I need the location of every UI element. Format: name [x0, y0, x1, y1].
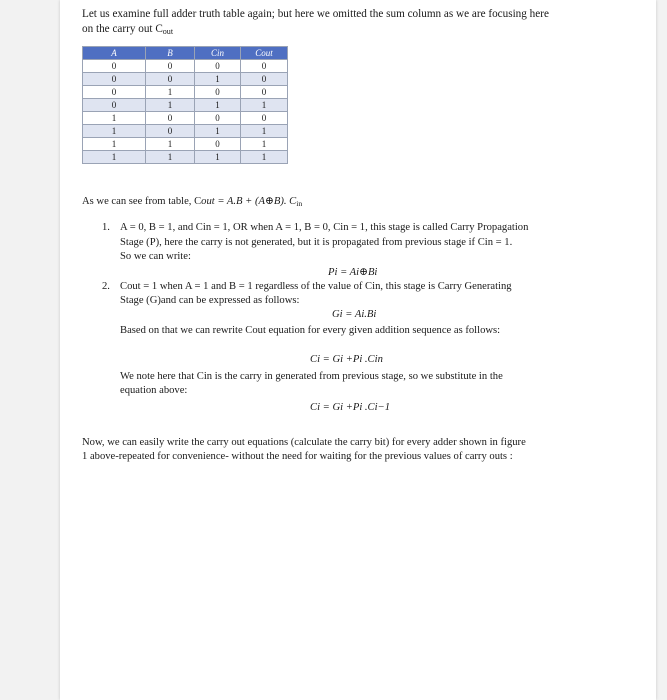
cell: 1 [146, 86, 195, 99]
cell: 0 [146, 60, 195, 73]
item-1-number: 1. [102, 222, 110, 233]
item-2-number: 2. [102, 281, 110, 292]
document-page [60, 0, 656, 700]
header-cout: Cout [241, 47, 288, 60]
header-a: A [83, 47, 146, 60]
header-b: B [146, 47, 195, 60]
intro-line-2: on the carry out C [82, 23, 163, 35]
table-row [83, 60, 288, 73]
cell: 0 [241, 60, 288, 73]
cell: 1 [146, 99, 195, 112]
table-row [83, 151, 288, 164]
cell: 0 [241, 73, 288, 86]
equation-carry-1: Ci = Gi +Pi .Cin [310, 354, 383, 365]
table-row [83, 125, 288, 138]
cell: 0 [241, 112, 288, 125]
cell: 1 [83, 138, 146, 151]
cell: 0 [195, 138, 241, 151]
cell: 1 [83, 125, 146, 138]
note-line-1: We note here that Cin is the carry in generated from previous stage, so we substitute in the [120, 371, 503, 382]
item-1-line-1: A = 0, B = 1, and Cin = 1, OR when A = 1, B = 0, Cin = 1, this stage is called Carry Propagation [120, 222, 529, 233]
cout-formula: out = A.B + (A⊕B). C [201, 196, 297, 207]
table-note [82, 195, 302, 209]
table-row [83, 86, 288, 99]
cell: 1 [146, 151, 195, 164]
final-line-2: 1 above-repeated for convenience- without the need for waiting for the previous values of carry outs : [82, 451, 513, 462]
cell: 0 [195, 86, 241, 99]
rewrite-text: Based on that we can rewrite Cout equation for every given addition sequence as follows: [120, 325, 501, 336]
cell: 1 [195, 99, 241, 112]
truth-table [82, 46, 288, 164]
truth-table-header [83, 47, 288, 60]
cell: 0 [241, 86, 288, 99]
table-row [83, 112, 288, 125]
cell: 1 [241, 151, 288, 164]
cell: 0 [195, 112, 241, 125]
cell: 0 [146, 73, 195, 86]
cell: 1 [195, 125, 241, 138]
cell: 1 [195, 151, 241, 164]
cell: 1 [83, 112, 146, 125]
equation-carry-2: Ci = Gi +Pi .Ci−1 [310, 402, 391, 413]
cell: 0 [83, 99, 146, 112]
cout-formula-tail: in [296, 198, 303, 208]
item-1-line-3: So we can write: [120, 251, 191, 262]
cell: 1 [195, 73, 241, 86]
equation-propagate: Pi = Ai⊕Bi [328, 267, 378, 278]
final-line-1: Now, we can easily write the carry out equations (calculate the carry bit) for every adder shown in figure [82, 437, 526, 448]
intro-line-2-sub: out [162, 27, 174, 37]
cell: 1 [83, 151, 146, 164]
note-line-2: equation above: [120, 385, 188, 396]
item-1-line-2: Stage (P), here the carry is not generated, but it is propagated from previous stage if Cin = 1. [120, 237, 513, 248]
cell: 0 [83, 73, 146, 86]
cell: 1 [241, 99, 288, 112]
cell: 0 [83, 86, 146, 99]
equation-generate: Gi = Ai.Bi [332, 309, 377, 320]
cell: 0 [146, 112, 195, 125]
table-note-text: As we can see from table, C [82, 196, 202, 207]
header-cin: Cin [195, 47, 241, 60]
cell: 0 [83, 60, 146, 73]
item-2-line-1: Cout = 1 when A = 1 and B = 1 regardless of the value of Cin, this stage is Carry Generating [120, 281, 512, 292]
table-row [83, 99, 288, 112]
table-row [83, 73, 288, 86]
cell: 0 [146, 125, 195, 138]
cell: 1 [241, 125, 288, 138]
table-row [83, 138, 288, 151]
intro-paragraph [82, 7, 642, 37]
cell: 1 [241, 138, 288, 151]
cell: 0 [195, 60, 241, 73]
intro-line-1: Let us examine full adder truth table again; but here we omitted the sum column as we are focusing here [82, 8, 549, 20]
cell: 1 [146, 138, 195, 151]
item-2-line-2: Stage (G)and can be expressed as follows: [120, 295, 300, 306]
